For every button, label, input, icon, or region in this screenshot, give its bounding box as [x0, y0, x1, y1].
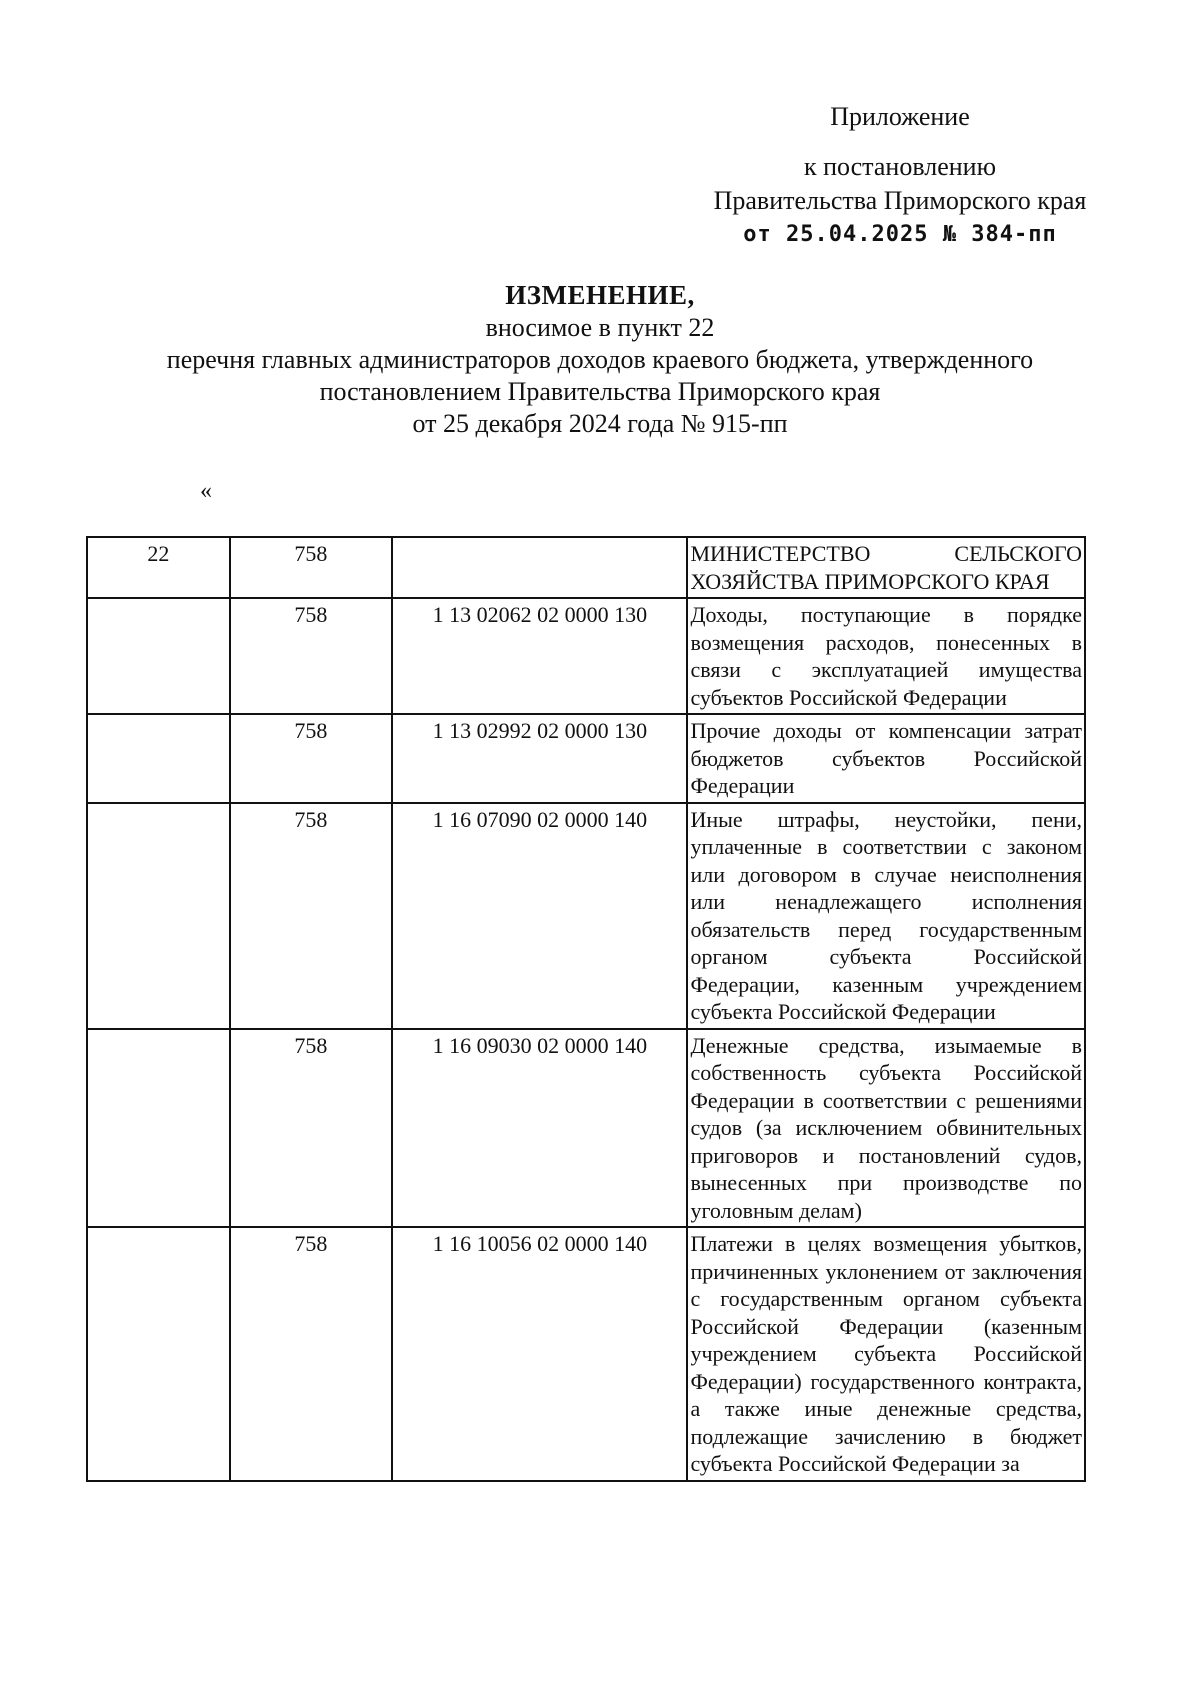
row-number-cell: [87, 803, 230, 1029]
row-number-cell: 22: [87, 537, 230, 598]
revenue-code-cell: 1 16 09030 02 0000 140: [392, 1029, 687, 1228]
table-row: [87, 537, 1085, 598]
revenue-code-cell: 1 13 02062 02 0000 130: [392, 598, 687, 714]
revenue-code-cell: 1 16 10056 02 0000 140: [392, 1227, 687, 1481]
appendix-title: Приложение: [830, 102, 970, 131]
table-row: [87, 1029, 1085, 1228]
title-line-3: постановлением Правительства Приморского края: [319, 377, 881, 406]
date-number-stamp: от 25.04.2025 № 384-пп: [743, 222, 1057, 247]
admin-code-cell: 758: [230, 598, 393, 714]
table-row: [87, 803, 1085, 1029]
admin-code-cell: 758: [230, 714, 393, 803]
resolution-reference: [690, 150, 1110, 252]
revenue-name-cell: Иные штрафы, неустойки, пени, уплаченные в соответствии с законом или договором в случае неисполнения или ненадлежащего исполнения обязательств перед государственным органом субъекта Российской Федерации, казенным учреждением субъекта Российской Федерации: [687, 803, 1085, 1029]
appendix-header: [690, 0, 1110, 260]
revenue-name-cell: Платежи в целях возмещения убытков, причиненных уклонением от заключения с государственным органом субъекта Российской Федерации (казенным учреждением субъекта Российской Федерации) государственного контракта, а также иные денежные средства, подлежащие зачислению в бюджет субъекта Российской Федерации за: [687, 1227, 1085, 1481]
revenue-administrators-table: [86, 536, 1086, 1482]
row-number-cell: [87, 714, 230, 803]
government-text: Правительства Приморского края: [713, 186, 1087, 215]
revenue-code-cell: 1 16 07090 02 0000 140: [392, 803, 687, 1029]
table-row: [87, 1227, 1085, 1481]
table-row: [87, 598, 1085, 714]
revenue-code-cell: [392, 537, 687, 598]
title-line-4: от 25 декабря 2024 года № 915-пп: [412, 409, 788, 438]
revenue-name-cell: Денежные средства, изымаемые в собственность субъекта Российской Федерации в соответствии с решениями судов (за исключением обвинительных приговоров и постановлений судов, вынесенных при производстве по уголовным делам): [687, 1029, 1085, 1228]
row-number-cell: [87, 1029, 230, 1228]
document-title: ИЗМЕНЕНИЕ,: [505, 280, 695, 310]
admin-code-cell: 758: [230, 1029, 393, 1228]
revenue-code-cell: 1 13 02992 02 0000 130: [392, 714, 687, 803]
document-heading: [0, 278, 1200, 440]
admin-code-cell: 758: [230, 537, 393, 598]
revenue-name-cell: МИНИСТЕРСТВО СЕЛЬСКОГО ХОЗЯЙСТВА ПРИМОРСКОГО КРАЯ: [687, 537, 1085, 598]
revenue-name-cell: Доходы, поступающие в порядке возмещения расходов, понесенных в связи с эксплуатацией имущества субъектов Российской Федерации: [687, 598, 1085, 714]
row-number-cell: [87, 1227, 230, 1481]
table-row: [87, 714, 1085, 803]
title-line-1: вносимое в пункт 22: [485, 313, 715, 342]
opening-quote-mark: «: [200, 478, 212, 504]
title-line-2: перечня главных администраторов доходов краевого бюджета, утвержденного: [166, 345, 1034, 374]
revenue-name-cell: Прочие доходы от компенсации затрат бюджетов субъектов Российской Федерации: [687, 714, 1085, 803]
admin-code-cell: 758: [230, 803, 393, 1029]
admin-code-cell: 758: [230, 1227, 393, 1481]
row-number-cell: [87, 598, 230, 714]
to-resolution-text: к постановлению: [803, 152, 997, 181]
